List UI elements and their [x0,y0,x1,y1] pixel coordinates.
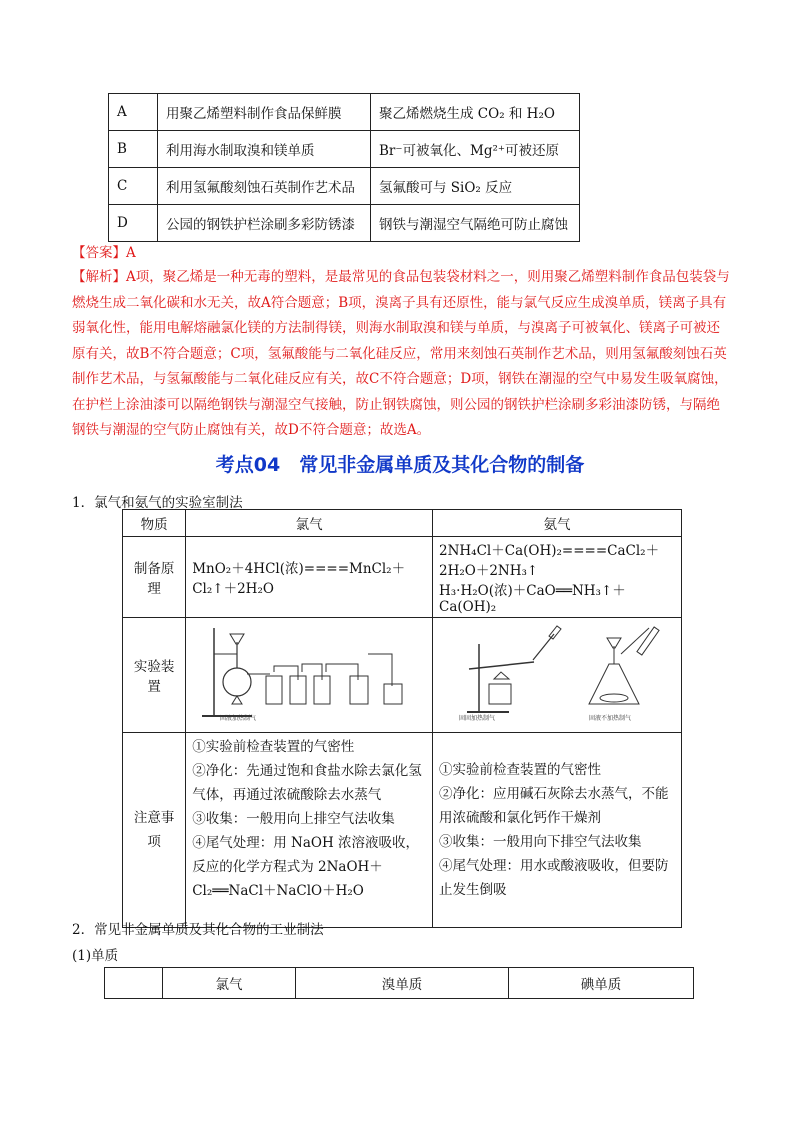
table-row [109,168,580,205]
apparatus-ammonia-caption2: 固液不加热制气 [589,715,632,722]
option-letter: C [109,168,158,205]
apparatus-label: 实验装置 [123,618,186,733]
option-letter: A [109,94,158,131]
option-reason: 氢氟酸可与 SiO₂ 反应 [371,168,580,205]
header-iodine: 碘单质 [509,968,694,999]
header-ammonia: 氨气 [433,510,682,537]
table-header-row [123,510,682,537]
option-letter: D [109,205,158,242]
principle-ammonia [433,537,682,618]
option-letter: B [109,131,158,168]
note-item: ④尾气处理：用水或酸液吸收，但要防止发生倒吸 [439,858,669,898]
lab-preparation-table [122,509,682,928]
options-table [108,93,580,242]
table-row [123,733,682,928]
option-use: 利用海水制取溴和镁单质 [158,131,371,168]
note-item: ④尾气处理：用 NaOH 浓溶液吸收，反应的化学方程式为 2NaOH＋Cl₂══NaCl＋NaClO＋H₂O [192,835,420,899]
apparatus-chlorine-caption: 固液加热制气 [220,715,257,722]
principle-chlorine: MnO₂＋4HCl(浓)====MnCl₂＋Cl₂↑＋2H₂O [186,537,433,618]
notes-label: 注意事项 [123,733,186,928]
section1-title: 1．氯气和氨气的实验室制法 [72,495,243,511]
principle-ammonia-eq2: H₃·H₂O(浓)＋CaO══NH₃↑＋Ca(OH)₂ [439,583,626,615]
apparatus-ammonia [433,618,682,733]
note-item: ③收集：一般用向上排空气法收集 [192,811,395,827]
table-row [109,205,580,242]
option-reason: 钢铁与潮湿空气隔绝可防止腐蚀 [371,205,580,242]
table-row [123,618,682,733]
table-row [109,131,580,168]
header-substance: 物质 [123,510,186,537]
note-item: ②净化：先通过饱和食盐水除去氯化氢气体，再通过浓硫酸除去水蒸气 [192,763,422,803]
option-use: 利用氢氟酸刻蚀石英制作艺术品 [158,168,371,205]
option-use: 用聚乙烯塑料制作食品保鲜膜 [158,94,371,131]
apparatus-ammonia-caption1: 固固加热制气 [459,715,496,722]
section-heading: 考点04 常见非金属单质及其化合物的制备 [215,454,585,476]
principle-label: 制备原理 [123,537,186,618]
principle-ammonia-eq1: 2NH₄Cl＋Ca(OH)₂====CaCl₂＋2H₂O＋2NH₃↑ [439,543,660,579]
apparatus-chlorine [186,618,433,733]
header-empty [105,968,163,999]
industrial-table [104,967,694,999]
chlorine-apparatus-diagram [192,624,420,722]
table-header-row [105,968,694,999]
explanation: 【解析】A项，聚乙烯是一种无毒的塑料，是最常见的食品包装袋材料之一，则用聚乙烯塑料制作食品包装袋与燃烧生成二氧化碳和水无关，故A符合题意；B项，溴离子具有还原性，能与氯气反应生成溴单质，镁离子具有弱氧化性，能用电解熔融氯化镁的方法制得镁，则海水制取溴和镁与单质，与溴离子可被氧化、镁离子可被还原有关，故B不符合题意；C项，氢氟酸能与二氧化硅反应，常用来刻蚀石英制作艺术品，则用氢氟酸刻蚀石英制作艺术品，与氢氟酸能与二氧化硅反应有关，故C不符合题意；D项，钢铁在潮湿的空气中易发生吸氧腐蚀，在护栏上涂油漆可以隔绝钢铁与潮湿空气接触，防止钢铁腐蚀，则公园的钢铁护栏涂刷多彩油漆防锈，与隔绝钢铁与潮湿的空气防止腐蚀有关，故D不符合题意；故选A。 [72,269,730,438]
note-item: ③收集：一般用向下排空气法收集 [439,834,642,850]
table-row [109,94,580,131]
header-bromine: 溴单质 [296,968,509,999]
note-item: ①实验前检查装置的气密性 [192,739,355,755]
answer: 【答案】A [72,245,136,261]
section3-title: (1)单质 [72,948,119,964]
option-use: 公园的钢铁护栏涂刷多彩防锈漆 [158,205,371,242]
option-reason: 聚乙烯燃烧生成 CO₂ 和 H₂O [371,94,580,131]
header-chlorine: 氯气 [186,510,433,537]
note-item: ①实验前检查装置的气密性 [439,762,601,778]
notes-ammonia [433,733,682,928]
note-item: ②净化：应用碱石灰除去水蒸气，不能用浓硫酸和氯化钙作干燥剂 [439,786,669,826]
table-row [123,537,682,618]
section2-title: 2．常见非金属单质及其化合物的工业制法 [72,922,324,938]
header-chlorine: 氯气 [163,968,296,999]
notes-chlorine [186,733,433,928]
ammonia-apparatus-diagram [439,624,675,722]
option-reason: Br⁻可被氧化、Mg²⁺可被还原 [371,131,580,168]
